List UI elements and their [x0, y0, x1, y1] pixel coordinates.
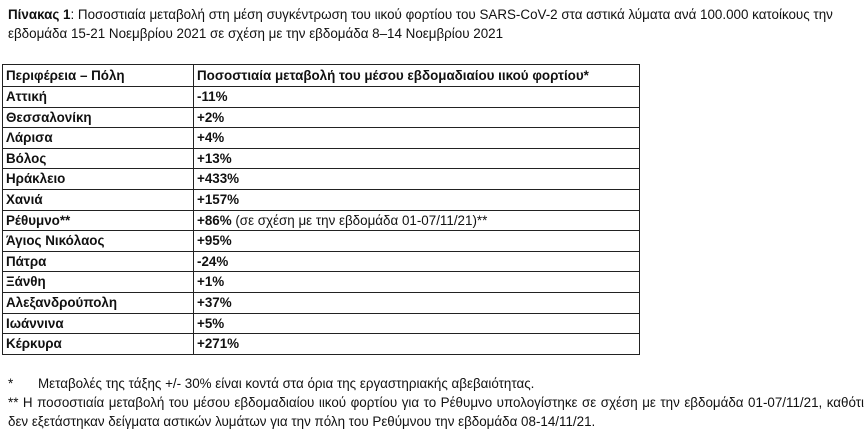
city-cell: Ρέθυμνο** — [3, 210, 194, 231]
change-value: -11% — [197, 89, 228, 104]
footnote-1 — [8, 374, 864, 393]
change-cell — [194, 251, 640, 272]
city-cell: Ξάνθη — [3, 272, 194, 293]
change-value: +13% — [197, 150, 232, 166]
table-row — [3, 272, 640, 293]
city-cell: Ηράκλειο — [3, 169, 194, 190]
change-cell — [194, 128, 640, 149]
change-cell — [194, 272, 640, 293]
change-cell — [194, 292, 640, 313]
table-row — [3, 251, 640, 272]
table-row — [3, 313, 640, 334]
city-cell: Άγιος Νικόλαος — [3, 231, 194, 252]
change-value: +1% — [197, 274, 225, 290]
table-row — [3, 292, 640, 313]
footnote-1-marker: * — [8, 376, 14, 391]
footnotes — [8, 374, 864, 431]
table-header-row — [3, 65, 640, 87]
column-header-change: Ποσοστιαία μεταβολή του μέσου εβδομαδιαίου ιικού φορτίου* — [194, 65, 640, 87]
table-row — [3, 128, 640, 149]
table-row — [3, 334, 640, 355]
footnote-2: ** Η ποσοστιαία μεταβολή του μέσου εβδομαδιαίου ιικού φορτίου για το Ρέθυμνο υπολογίστηκε σε σχέση με την εβδομάδα 01-07/11/21, καθότι δεν εξετάστηκαν δείγματα αστικών λυμάτων για την πόλη του Ρεθύμνου την εβδομάδα 08-14/11/21. — [8, 395, 864, 429]
change-value: +4% — [197, 130, 225, 146]
change-cell — [194, 169, 640, 190]
table-row — [3, 107, 640, 128]
data-table — [2, 64, 640, 355]
change-value: -24% — [197, 253, 229, 269]
city-cell: Αττική — [3, 87, 194, 108]
table-row — [3, 169, 640, 190]
change-cell — [194, 148, 640, 169]
city-cell: Βόλος — [3, 148, 194, 169]
caption-label: Πίνακας 1 — [8, 7, 71, 22]
change-value: +86% — [197, 212, 232, 228]
change-value: +37% — [197, 294, 232, 310]
change-cell — [194, 107, 640, 128]
table-row — [3, 210, 640, 231]
change-value: +5% — [197, 315, 225, 331]
city-cell: Ιωάννινα — [3, 313, 194, 334]
column-header-region: Περιφέρεια – Πόλη — [3, 65, 194, 87]
change-value: +433% — [197, 171, 240, 187]
city-cell: Χανιά — [3, 189, 194, 210]
change-value: +271% — [197, 336, 240, 352]
change-cell — [194, 231, 640, 252]
table-row — [3, 148, 640, 169]
caption-text: : Ποσοστιαία μεταβολή στη μέση συγκέντρωση του ιικού φορτίου του SARS-CoV-2 στα αστικά λύματα ανά 100.000 κατοίκους την εβδομάδα 15-21 Νοεμβρίου 2021 σε σχέση με την εβδομάδα 8–14 Νοεμβρίου 2021 — [8, 7, 833, 41]
table-row — [3, 87, 640, 108]
city-cell: Κέρκυρα — [3, 334, 194, 355]
change-value: +2% — [197, 109, 225, 125]
change-value: +157% — [197, 191, 240, 207]
change-note: (σε σχέση με την εβδομάδα 01-07/11/21)** — [231, 212, 488, 228]
table-row — [3, 189, 640, 210]
city-cell: Αλεξανδρούπολη — [3, 292, 194, 313]
change-cell — [194, 313, 640, 334]
change-cell — [194, 210, 640, 231]
change-cell — [194, 189, 640, 210]
table-row — [3, 231, 640, 252]
city-cell: Θεσσαλονίκη — [3, 107, 194, 128]
change-cell — [194, 87, 640, 108]
table-caption — [8, 5, 864, 43]
change-cell — [194, 334, 640, 355]
city-cell: Λάρισα — [3, 128, 194, 149]
city-cell: Πάτρα — [3, 251, 194, 272]
change-value: +95% — [197, 233, 232, 249]
footnote-1-text: Μεταβολές της τάξης +/- 30% είναι κοντά στα όρια της εργαστηριακής αβεβαιότητας. — [38, 376, 535, 391]
